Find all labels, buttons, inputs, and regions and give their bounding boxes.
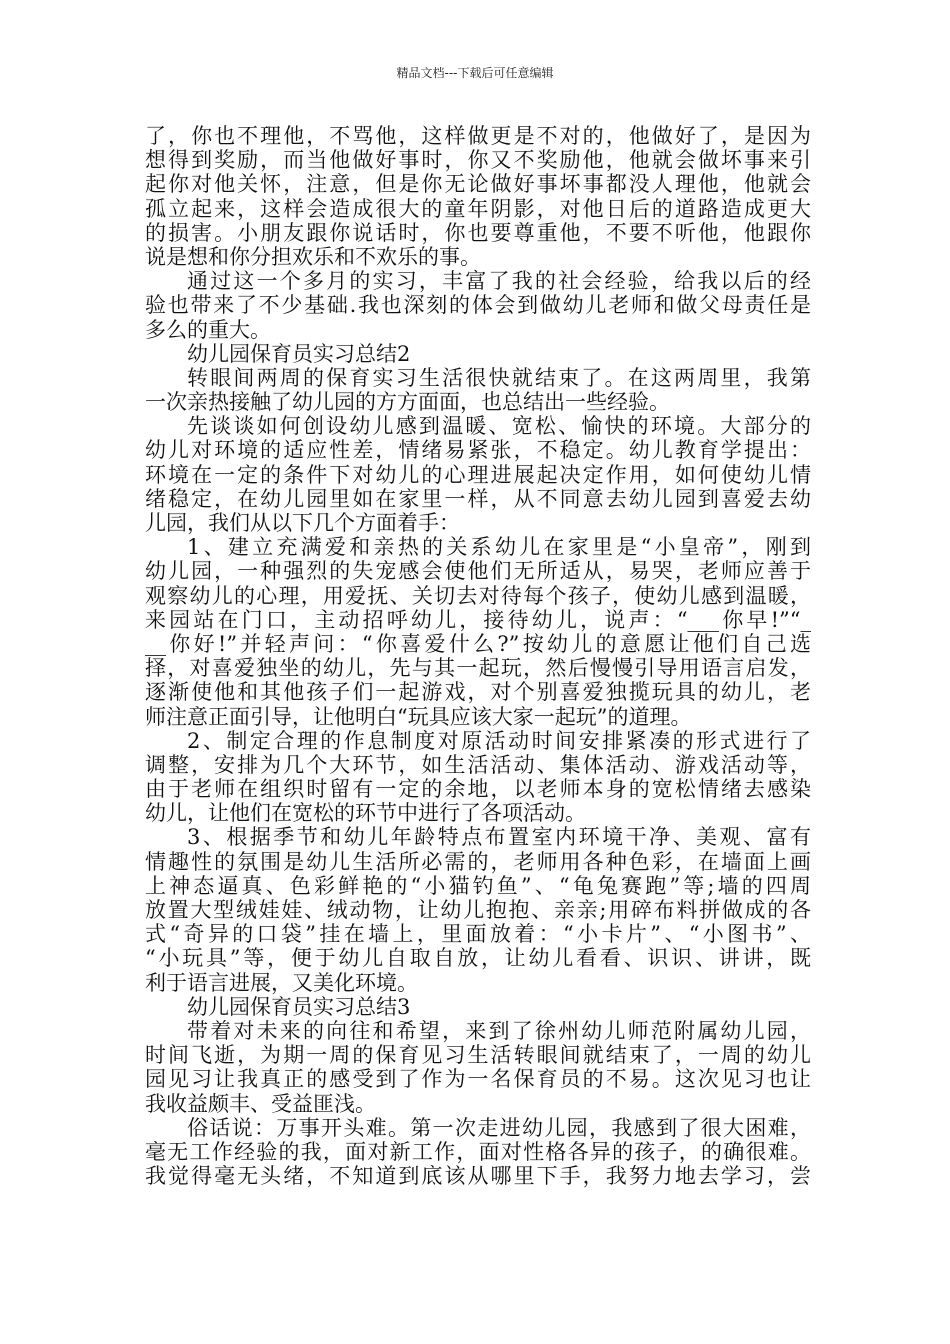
text-line: 我觉得毫无头绪，不知道到底该从哪里下手，我努力地去学习，尝 [145, 1164, 811, 1189]
text-line: 先谈谈如何创设幼儿感到温暖、宽松、愉快的环境。大部分的 [187, 414, 811, 439]
section-heading: 幼儿园保育员实习总结3 [187, 994, 411, 1019]
text-line: 幼儿对环境的适应性差，情绪易紧张，不稳定。幼儿教育学提出： [145, 438, 811, 463]
text-line: 由于老师在组织时留有一定的余地，以老师本身的宽松情绪去感染 [145, 777, 811, 802]
text-line: __你好!”并轻声问：“你喜爱什么?”按幼儿的意愿让他们自己选 [145, 631, 811, 656]
text-line: 俗话说：万事开头难。第一次走进幼儿园，我感到了很大困难， [187, 1115, 811, 1140]
text-line: 通过这一个多月的实习，丰富了我的社会经验，给我以后的经 [187, 269, 811, 294]
text-line: 时间飞逝，为期一周的保育见习生活转眼间就结束了，一周的幼儿 [145, 1043, 811, 1068]
text-line: “小玩具”等，便于幼儿自取自放，让幼儿看看、识识、讲讲，既 [145, 946, 811, 971]
text-line: 绪稳定，在幼儿园里如在家里一样，从不同意去幼儿园到喜爱去幼 [145, 486, 811, 511]
section-heading: 幼儿园保育员实习总结2 [187, 341, 411, 366]
text-line: 验也带来了不少基础.我也深刻的体会到做幼儿老师和做父母责任是 [145, 293, 811, 318]
text-line: 多么的重大。 [145, 317, 271, 342]
text-line: 2、制定合理的作息制度对原活动时间安排紧凑的形式进行了 [187, 728, 811, 753]
text-line: 转眼间两周的保育实习生活很快就结束了。在这两周里，我第 [187, 365, 811, 390]
text-line: 情趣性的氛围是幼儿生活所必需的，老师用各种色彩，在墙面上画 [145, 849, 811, 874]
text-line: 观察幼儿的心理，用爱抚、关切去对待每个孩子，使幼儿感到温暖， [145, 583, 811, 608]
text-line: 1、建立充满爱和亲热的关系幼儿在家里是“小皇帝”，刚到 [187, 535, 811, 560]
text-line: 幼儿，让他们在宽松的环节中进行了各项活动。 [145, 801, 586, 826]
text-line: 师注意正面引导，让他明白“玩具应该大家一起玩”的道理。 [145, 704, 692, 729]
document-body [145, 124, 811, 1188]
text-line: 来园站在门口，主动招呼幼儿，接待幼儿，说声：“___你早!”“_ [145, 607, 811, 632]
text-line: 择，对喜爱独坐的幼儿，先与其一起玩，然后慢慢引导用语言启发， [145, 656, 811, 681]
text-line: 带着对未来的向往和希望，来到了徐州幼儿师范附属幼儿园， [187, 1018, 811, 1043]
text-line: 起你对他关怀，注意，但是你无论做好事坏事都没人理他，他就会 [145, 172, 811, 197]
text-line: 3、根据季节和幼儿年龄特点布置室内环境干净、美观、富有 [187, 825, 811, 850]
text-line: 调整，安排为几个大环节，如生活活动、集体活动、游戏活动等， [145, 752, 811, 777]
text-line: 想得到奖励，而当他做好事时，你又不奖励他，他就会做坏事来引 [145, 148, 811, 173]
text-line: 幼儿园，一种强烈的失宠感会使他们无所适从，易哭，老师应善于 [145, 559, 811, 584]
text-line: 的损害。小朋友跟你说话时，你也要尊重他，不要不听他，他跟你 [145, 220, 811, 245]
text-line: 了，你也不理他，不骂他，这样做更是不对的，他做好了，是因为 [145, 124, 811, 148]
text-line: 上神态逼真、色彩鲜艳的“小猫钓鱼”、“龟兔赛跑”等;墙的四周 [145, 873, 811, 898]
text-line: 我收益颇丰、受益匪浅。 [145, 1091, 376, 1116]
text-line: 式“奇异的口袋”挂在墙上，里面放着：“小卡片”、“小图书”、 [145, 922, 811, 947]
text-line: 环境在一定的条件下对幼儿的心理进展起决定作用，如何使幼儿情 [145, 462, 811, 487]
text-line: 一次亲热接触了幼儿园的方方面面，也总结出一些经验。 [145, 390, 670, 415]
text-line: 儿园，我们从以下几个方面着手： [145, 511, 460, 535]
text-line: 园见习让我真正的感受到了作为一名保育员的不易。这次见习也让 [145, 1067, 811, 1092]
text-line: 利于语言进展，又美化环境。 [145, 970, 418, 995]
text-line: 逐渐使他和其他孩子们一起游戏，对个别喜爱独揽玩具的幼儿，老 [145, 680, 811, 705]
text-line: 孤立起来，这样会造成很大的童年阴影，对他日后的道路造成更大 [145, 196, 811, 221]
page-header: 精品文档---下载后可任意编辑 [396, 66, 554, 80]
text-line: 说是想和你分担欢乐和不欢乐的事。 [145, 244, 481, 269]
text-line: 放置大型绒娃娃、绒动物，让幼儿抱抱、亲亲;用碎布料拼做成的各 [145, 898, 811, 922]
text-line: 毫无工作经验的我，面对新工作，面对性格各异的孩子，的确很难。 [145, 1139, 811, 1164]
